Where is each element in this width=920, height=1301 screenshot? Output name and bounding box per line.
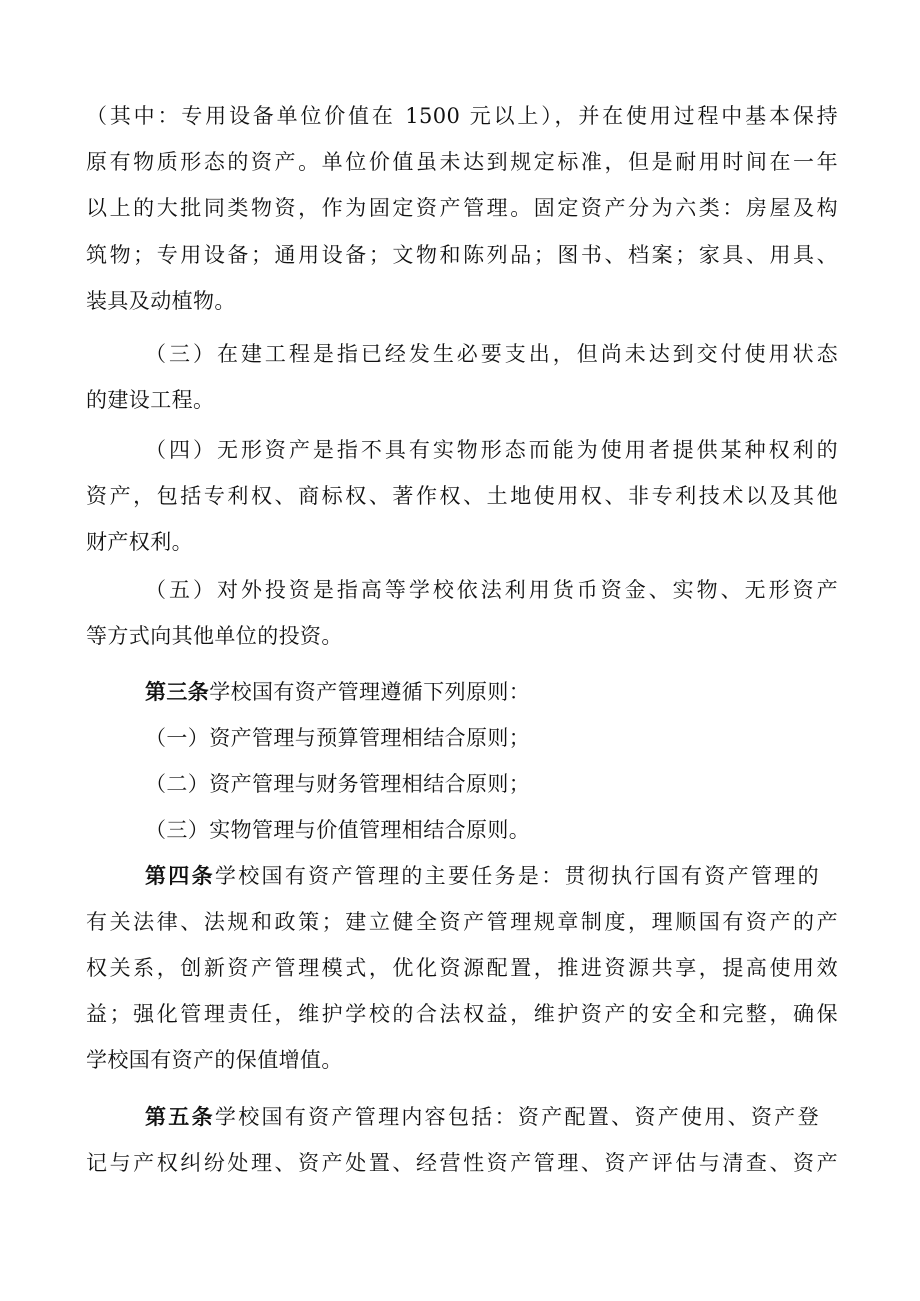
text-line: 的建设工程。 bbox=[86, 388, 215, 412]
article-4-line bbox=[145, 861, 819, 891]
article-5-text: 学校国有资产管理内容包括：资产配置、资产使用、资产登 bbox=[214, 1105, 819, 1129]
principle-item: （二）资产管理与财务管理相结合原则； bbox=[145, 772, 531, 796]
principle-item: （一）资产管理与预算管理相结合原则； bbox=[145, 726, 531, 750]
text-line: 权关系，创新资产管理模式，优化资源配置，推进资源共享，提高使用效 bbox=[86, 956, 838, 980]
text-line: 资产，包括专利权、商标权、著作权、土地使用权、非专利技术以及其他 bbox=[86, 484, 838, 508]
text-line: 筑物；专用设备；通用设备；文物和陈列品；图书、档案；家具、用具、 bbox=[86, 243, 838, 267]
text-line: 益；强化管理责任，维护学校的合法权益，维护资产的安全和完整，确保 bbox=[86, 1002, 838, 1026]
article-3-line bbox=[145, 677, 530, 707]
text-line: 记与产权纠纷处理、资产处置、经营性资产管理、资产评估与清查、资产 bbox=[86, 1151, 838, 1175]
article-3-text: 学校国有资产管理遵循下列原则： bbox=[209, 680, 531, 704]
text-line: （四）无形资产是指不具有实物形态而能为使用者提供某种权利的 bbox=[145, 438, 838, 462]
text-line: 等方式向其他单位的投资。 bbox=[86, 624, 343, 648]
article-4-text: 学校国有资产管理的主要任务是：贯彻执行国有资产管理的 bbox=[214, 864, 819, 888]
principle-item: （三）实物管理与价值管理相结合原则。 bbox=[145, 818, 531, 842]
text-line: 以上的大批同类物资，作为固定资产管理。固定资产分为六类：房屋及构 bbox=[86, 196, 838, 220]
text-line: 财产权利。 bbox=[86, 530, 193, 554]
text-line: （三）在建工程是指已经发生必要支出，但尚未达到交付使用状态 bbox=[145, 342, 838, 366]
text-line: 有关法律、法规和政策；建立健全资产管理规章制度，理顺国有资产的产 bbox=[86, 910, 838, 934]
article-4-heading: 第四条 bbox=[145, 864, 215, 888]
text-line: 原有物质形态的资产。单位价值虽未达到规定标准，但是耐用时间在一年 bbox=[86, 150, 838, 174]
text-line: （其中：专用设备单位价值在 1500 元以上），并在使用过程中基本保持 bbox=[86, 104, 838, 128]
article-5-line bbox=[145, 1102, 819, 1132]
text-line: 装具及动植物。 bbox=[86, 289, 236, 313]
text-line: 学校国有资产的保值增值。 bbox=[86, 1048, 343, 1072]
text-line: （五）对外投资是指高等学校依法利用货币资金、实物、无形资产 bbox=[145, 578, 838, 602]
article-5-heading: 第五条 bbox=[145, 1105, 215, 1129]
article-3-heading: 第三条 bbox=[145, 680, 210, 704]
